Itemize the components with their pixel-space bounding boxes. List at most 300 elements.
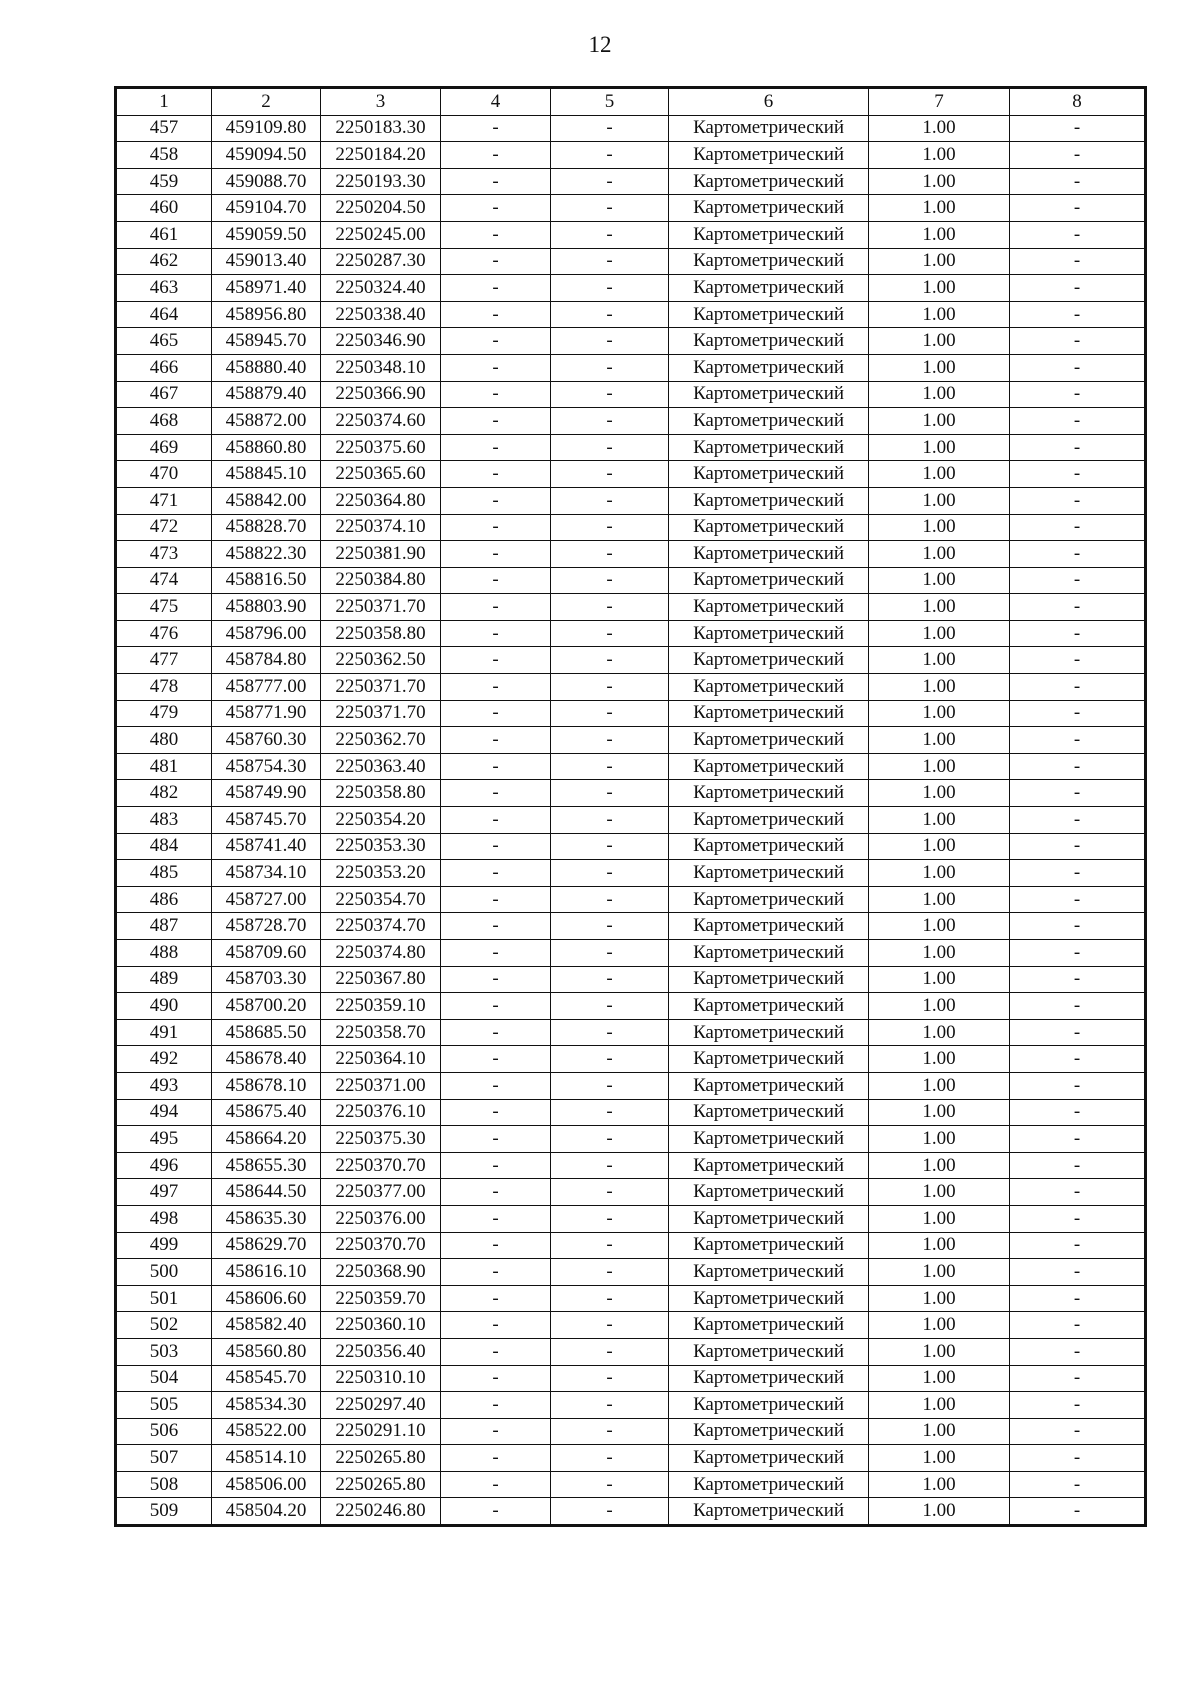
coordinates-table	[114, 86, 1147, 1527]
cell-y-coordinate: 2250377.00	[321, 1179, 441, 1206]
cell-col4-value: -	[441, 966, 551, 993]
cell-col5-value: -	[551, 115, 669, 142]
table-row	[116, 275, 1146, 302]
cell-x-coordinate: 458506.00	[212, 1471, 321, 1498]
cell-x-coordinate: 458709.60	[212, 940, 321, 967]
cell-col8-value: -	[1010, 913, 1146, 940]
cell-y-coordinate: 2250193.30	[321, 168, 441, 195]
cell-col5-value: -	[551, 221, 669, 248]
cell-col8-value: -	[1010, 594, 1146, 621]
cell-col8-value: -	[1010, 940, 1146, 967]
cell-col5-value: -	[551, 913, 669, 940]
cell-point-number: 485	[116, 860, 212, 887]
cell-method: Картометрический	[669, 1019, 869, 1046]
table-row	[116, 1365, 1146, 1392]
table-row	[116, 886, 1146, 913]
cell-method: Картометрический	[669, 1418, 869, 1445]
cell-col8-value: -	[1010, 1418, 1146, 1445]
cell-y-coordinate: 2250265.80	[321, 1471, 441, 1498]
cell-x-coordinate: 458803.90	[212, 594, 321, 621]
cell-col5-value: -	[551, 1259, 669, 1286]
cell-col5-value: -	[551, 541, 669, 568]
table-row	[116, 727, 1146, 754]
cell-col5-value: -	[551, 1285, 669, 1312]
cell-col8-value: -	[1010, 1445, 1146, 1472]
cell-method: Картометрический	[669, 514, 869, 541]
cell-col5-value: -	[551, 1019, 669, 1046]
cell-method: Картометрический	[669, 354, 869, 381]
cell-accuracy: 1.00	[869, 647, 1010, 674]
cell-accuracy: 1.00	[869, 1072, 1010, 1099]
table-row	[116, 487, 1146, 514]
cell-accuracy: 1.00	[869, 221, 1010, 248]
cell-y-coordinate: 2250374.60	[321, 408, 441, 435]
cell-x-coordinate: 458816.50	[212, 567, 321, 594]
cell-col8-value: -	[1010, 567, 1146, 594]
cell-point-number: 503	[116, 1338, 212, 1365]
cell-point-number: 468	[116, 408, 212, 435]
cell-accuracy: 1.00	[869, 168, 1010, 195]
cell-col8-value: -	[1010, 115, 1146, 142]
cell-x-coordinate: 459094.50	[212, 142, 321, 169]
cell-col4-value: -	[441, 434, 551, 461]
cell-point-number: 464	[116, 301, 212, 328]
cell-accuracy: 1.00	[869, 1099, 1010, 1126]
cell-y-coordinate: 2250363.40	[321, 753, 441, 780]
table-row	[116, 1338, 1146, 1365]
cell-x-coordinate: 458675.40	[212, 1099, 321, 1126]
cell-y-coordinate: 2250353.20	[321, 860, 441, 887]
cell-y-coordinate: 2250367.80	[321, 966, 441, 993]
cell-col5-value: -	[551, 567, 669, 594]
table-row	[116, 514, 1146, 541]
cell-method: Картометрический	[669, 780, 869, 807]
cell-col5-value: -	[551, 275, 669, 302]
cell-col8-value: -	[1010, 434, 1146, 461]
cell-accuracy: 1.00	[869, 1445, 1010, 1472]
cell-col4-value: -	[441, 700, 551, 727]
cell-point-number: 495	[116, 1126, 212, 1153]
cell-accuracy: 1.00	[869, 913, 1010, 940]
page-number: 12	[588, 32, 612, 57]
cell-col8-value: -	[1010, 993, 1146, 1020]
cell-col8-value: -	[1010, 700, 1146, 727]
table-row	[116, 1152, 1146, 1179]
cell-point-number: 490	[116, 993, 212, 1020]
cell-col4-value: -	[441, 142, 551, 169]
cell-col4-value: -	[441, 1205, 551, 1232]
cell-x-coordinate: 458635.30	[212, 1205, 321, 1232]
cell-accuracy: 1.00	[869, 1312, 1010, 1339]
cell-accuracy: 1.00	[869, 860, 1010, 887]
cell-col5-value: -	[551, 594, 669, 621]
cell-col8-value: -	[1010, 753, 1146, 780]
cell-y-coordinate: 2250358.80	[321, 620, 441, 647]
cell-method: Картометрический	[669, 940, 869, 967]
cell-col5-value: -	[551, 328, 669, 355]
cell-col4-value: -	[441, 1126, 551, 1153]
cell-accuracy: 1.00	[869, 674, 1010, 701]
cell-point-number: 501	[116, 1285, 212, 1312]
table-row	[116, 620, 1146, 647]
cell-y-coordinate: 2250366.90	[321, 381, 441, 408]
cell-y-coordinate: 2250358.70	[321, 1019, 441, 1046]
cell-method: Картометрический	[669, 115, 869, 142]
cell-point-number: 477	[116, 647, 212, 674]
cell-col5-value: -	[551, 142, 669, 169]
cell-method: Картометрический	[669, 1445, 869, 1472]
cell-point-number: 504	[116, 1365, 212, 1392]
cell-col5-value: -	[551, 1046, 669, 1073]
cell-accuracy: 1.00	[869, 1471, 1010, 1498]
cell-y-coordinate: 2250358.80	[321, 780, 441, 807]
table-row	[116, 1392, 1146, 1419]
cell-col4-value: -	[441, 275, 551, 302]
cell-method: Картометрический	[669, 1179, 869, 1206]
cell-y-coordinate: 2250360.10	[321, 1312, 441, 1339]
cell-col5-value: -	[551, 886, 669, 913]
cell-point-number: 471	[116, 487, 212, 514]
cell-method: Картометрический	[669, 1232, 869, 1259]
cell-y-coordinate: 2250370.70	[321, 1152, 441, 1179]
cell-accuracy: 1.00	[869, 1392, 1010, 1419]
cell-accuracy: 1.00	[869, 115, 1010, 142]
cell-col8-value: -	[1010, 1019, 1146, 1046]
cell-y-coordinate: 2250359.10	[321, 993, 441, 1020]
cell-x-coordinate: 458872.00	[212, 408, 321, 435]
cell-col5-value: -	[551, 1126, 669, 1153]
cell-col5-value: -	[551, 195, 669, 222]
cell-col4-value: -	[441, 1392, 551, 1419]
cell-method: Картометрический	[669, 860, 869, 887]
cell-col4-value: -	[441, 408, 551, 435]
cell-point-number: 491	[116, 1019, 212, 1046]
cell-col4-value: -	[441, 1259, 551, 1286]
cell-col4-value: -	[441, 168, 551, 195]
table-row	[116, 301, 1146, 328]
cell-col5-value: -	[551, 674, 669, 701]
table-row	[116, 1046, 1146, 1073]
table-row	[116, 1418, 1146, 1445]
cell-x-coordinate: 458784.80	[212, 647, 321, 674]
cell-x-coordinate: 458545.70	[212, 1365, 321, 1392]
cell-accuracy: 1.00	[869, 142, 1010, 169]
cell-col5-value: -	[551, 1498, 669, 1526]
cell-col8-value: -	[1010, 1498, 1146, 1526]
cell-col8-value: -	[1010, 1259, 1146, 1286]
cell-point-number: 505	[116, 1392, 212, 1419]
table-row	[116, 354, 1146, 381]
cell-method: Картометрический	[669, 647, 869, 674]
cell-point-number: 480	[116, 727, 212, 754]
cell-accuracy: 1.00	[869, 1019, 1010, 1046]
cell-accuracy: 1.00	[869, 354, 1010, 381]
cell-x-coordinate: 458606.60	[212, 1285, 321, 1312]
table-row	[116, 248, 1146, 275]
cell-x-coordinate: 458644.50	[212, 1179, 321, 1206]
cell-y-coordinate: 2250354.20	[321, 807, 441, 834]
cell-y-coordinate: 2250297.40	[321, 1392, 441, 1419]
cell-accuracy: 1.00	[869, 594, 1010, 621]
cell-accuracy: 1.00	[869, 1285, 1010, 1312]
cell-col8-value: -	[1010, 1205, 1146, 1232]
cell-col5-value: -	[551, 1365, 669, 1392]
header-row	[116, 88, 1146, 116]
cell-point-number: 461	[116, 221, 212, 248]
cell-point-number: 473	[116, 541, 212, 568]
cell-method: Картометрический	[669, 408, 869, 435]
cell-method: Картометрический	[669, 620, 869, 647]
table-row	[116, 195, 1146, 222]
cell-col4-value: -	[441, 514, 551, 541]
cell-y-coordinate: 2250375.30	[321, 1126, 441, 1153]
cell-point-number: 506	[116, 1418, 212, 1445]
cell-accuracy: 1.00	[869, 620, 1010, 647]
cell-col5-value: -	[551, 700, 669, 727]
cell-col8-value: -	[1010, 301, 1146, 328]
cell-col8-value: -	[1010, 833, 1146, 860]
cell-method: Картометрический	[669, 142, 869, 169]
table-row	[116, 461, 1146, 488]
cell-x-coordinate: 458745.70	[212, 807, 321, 834]
cell-col5-value: -	[551, 1445, 669, 1472]
cell-y-coordinate: 2250371.70	[321, 594, 441, 621]
cell-point-number: 484	[116, 833, 212, 860]
cell-method: Картометрический	[669, 727, 869, 754]
cell-x-coordinate: 458616.10	[212, 1259, 321, 1286]
table-row	[116, 1312, 1146, 1339]
cell-x-coordinate: 458879.40	[212, 381, 321, 408]
cell-x-coordinate: 458703.30	[212, 966, 321, 993]
table-row	[116, 860, 1146, 887]
cell-col5-value: -	[551, 408, 669, 435]
table-row	[116, 1072, 1146, 1099]
cell-x-coordinate: 458560.80	[212, 1338, 321, 1365]
cell-method: Картометрический	[669, 1072, 869, 1099]
cell-x-coordinate: 459059.50	[212, 221, 321, 248]
cell-method: Картометрический	[669, 301, 869, 328]
cell-accuracy: 1.00	[869, 727, 1010, 754]
cell-y-coordinate: 2250365.60	[321, 461, 441, 488]
cell-y-coordinate: 2250381.90	[321, 541, 441, 568]
cell-x-coordinate: 458629.70	[212, 1232, 321, 1259]
cell-x-coordinate: 458771.90	[212, 700, 321, 727]
cell-point-number: 494	[116, 1099, 212, 1126]
cell-col5-value: -	[551, 1418, 669, 1445]
table-row	[116, 567, 1146, 594]
cell-method: Картометрический	[669, 807, 869, 834]
cell-col4-value: -	[441, 1418, 551, 1445]
cell-method: Картометрический	[669, 674, 869, 701]
cell-col5-value: -	[551, 966, 669, 993]
cell-col5-value: -	[551, 1205, 669, 1232]
table-row	[116, 753, 1146, 780]
cell-col5-value: -	[551, 461, 669, 488]
cell-accuracy: 1.00	[869, 700, 1010, 727]
cell-accuracy: 1.00	[869, 1152, 1010, 1179]
cell-accuracy: 1.00	[869, 1498, 1010, 1526]
cell-col4-value: -	[441, 1232, 551, 1259]
cell-y-coordinate: 2250310.10	[321, 1365, 441, 1392]
cell-col8-value: -	[1010, 727, 1146, 754]
column-header-7: 7	[869, 88, 1010, 116]
cell-col8-value: -	[1010, 1285, 1146, 1312]
cell-x-coordinate: 458860.80	[212, 434, 321, 461]
cell-y-coordinate: 2250183.30	[321, 115, 441, 142]
cell-col4-value: -	[441, 1285, 551, 1312]
cell-y-coordinate: 2250374.10	[321, 514, 441, 541]
cell-method: Картометрический	[669, 328, 869, 355]
cell-y-coordinate: 2250346.90	[321, 328, 441, 355]
cell-method: Картометрический	[669, 1285, 869, 1312]
cell-col8-value: -	[1010, 647, 1146, 674]
cell-y-coordinate: 2250362.50	[321, 647, 441, 674]
cell-col8-value: -	[1010, 966, 1146, 993]
cell-accuracy: 1.00	[869, 461, 1010, 488]
cell-x-coordinate: 458749.90	[212, 780, 321, 807]
cell-col4-value: -	[441, 940, 551, 967]
cell-x-coordinate: 458504.20	[212, 1498, 321, 1526]
table-row	[116, 221, 1146, 248]
cell-col4-value: -	[441, 195, 551, 222]
cell-y-coordinate: 2250356.40	[321, 1338, 441, 1365]
cell-point-number: 463	[116, 275, 212, 302]
column-header-3: 3	[321, 88, 441, 116]
table-row	[116, 833, 1146, 860]
table-row	[116, 674, 1146, 701]
cell-point-number: 483	[116, 807, 212, 834]
cell-y-coordinate: 2250338.40	[321, 301, 441, 328]
cell-accuracy: 1.00	[869, 1046, 1010, 1073]
cell-col5-value: -	[551, 860, 669, 887]
cell-col4-value: -	[441, 487, 551, 514]
cell-col8-value: -	[1010, 1312, 1146, 1339]
cell-accuracy: 1.00	[869, 833, 1010, 860]
cell-y-coordinate: 2250184.20	[321, 142, 441, 169]
cell-point-number: 470	[116, 461, 212, 488]
cell-accuracy: 1.00	[869, 408, 1010, 435]
table-row	[116, 1099, 1146, 1126]
table-row	[116, 115, 1146, 142]
cell-point-number: 508	[116, 1471, 212, 1498]
cell-col5-value: -	[551, 780, 669, 807]
cell-method: Картометрический	[669, 1126, 869, 1153]
cell-x-coordinate: 458678.10	[212, 1072, 321, 1099]
cell-y-coordinate: 2250368.90	[321, 1259, 441, 1286]
cell-y-coordinate: 2250245.00	[321, 221, 441, 248]
cell-point-number: 493	[116, 1072, 212, 1099]
cell-y-coordinate: 2250204.50	[321, 195, 441, 222]
cell-point-number: 475	[116, 594, 212, 621]
cell-point-number: 507	[116, 1445, 212, 1472]
cell-y-coordinate: 2250354.70	[321, 886, 441, 913]
cell-method: Картометрический	[669, 461, 869, 488]
cell-y-coordinate: 2250348.10	[321, 354, 441, 381]
cell-point-number: 469	[116, 434, 212, 461]
cell-y-coordinate: 2250362.70	[321, 727, 441, 754]
cell-col8-value: -	[1010, 195, 1146, 222]
cell-col8-value: -	[1010, 248, 1146, 275]
table-row	[116, 1259, 1146, 1286]
cell-x-coordinate: 458822.30	[212, 541, 321, 568]
cell-x-coordinate: 458741.40	[212, 833, 321, 860]
table-row	[116, 541, 1146, 568]
cell-col5-value: -	[551, 807, 669, 834]
cell-point-number: 457	[116, 115, 212, 142]
cell-col5-value: -	[551, 1338, 669, 1365]
cell-col8-value: -	[1010, 1046, 1146, 1073]
cell-point-number: 509	[116, 1498, 212, 1526]
cell-accuracy: 1.00	[869, 328, 1010, 355]
cell-point-number: 500	[116, 1259, 212, 1286]
cell-col8-value: -	[1010, 1365, 1146, 1392]
table-row	[116, 168, 1146, 195]
cell-x-coordinate: 458971.40	[212, 275, 321, 302]
cell-col8-value: -	[1010, 620, 1146, 647]
table-row	[116, 594, 1146, 621]
cell-x-coordinate: 459109.80	[212, 115, 321, 142]
cell-y-coordinate: 2250359.70	[321, 1285, 441, 1312]
cell-x-coordinate: 458727.00	[212, 886, 321, 913]
cell-col8-value: -	[1010, 674, 1146, 701]
cell-x-coordinate: 458845.10	[212, 461, 321, 488]
cell-col8-value: -	[1010, 1099, 1146, 1126]
cell-col5-value: -	[551, 514, 669, 541]
column-header-2: 2	[212, 88, 321, 116]
table-row	[116, 434, 1146, 461]
cell-col4-value: -	[441, 567, 551, 594]
cell-y-coordinate: 2250353.30	[321, 833, 441, 860]
cell-col5-value: -	[551, 1072, 669, 1099]
cell-x-coordinate: 458582.40	[212, 1312, 321, 1339]
cell-point-number: 465	[116, 328, 212, 355]
cell-col8-value: -	[1010, 886, 1146, 913]
cell-col5-value: -	[551, 248, 669, 275]
table-row	[116, 1019, 1146, 1046]
cell-point-number: 481	[116, 753, 212, 780]
table-row	[116, 940, 1146, 967]
cell-point-number: 459	[116, 168, 212, 195]
cell-accuracy: 1.00	[869, 1259, 1010, 1286]
cell-x-coordinate: 458760.30	[212, 727, 321, 754]
cell-x-coordinate: 458685.50	[212, 1019, 321, 1046]
cell-col5-value: -	[551, 1179, 669, 1206]
cell-col4-value: -	[441, 993, 551, 1020]
cell-y-coordinate: 2250371.00	[321, 1072, 441, 1099]
cell-point-number: 467	[116, 381, 212, 408]
cell-col5-value: -	[551, 620, 669, 647]
cell-accuracy: 1.00	[869, 780, 1010, 807]
cell-col5-value: -	[551, 1152, 669, 1179]
cell-point-number: 479	[116, 700, 212, 727]
cell-method: Картометрический	[669, 700, 869, 727]
cell-x-coordinate: 458956.80	[212, 301, 321, 328]
cell-point-number: 488	[116, 940, 212, 967]
cell-point-number: 487	[116, 913, 212, 940]
cell-col4-value: -	[441, 221, 551, 248]
table-row	[116, 328, 1146, 355]
cell-accuracy: 1.00	[869, 1179, 1010, 1206]
cell-col5-value: -	[551, 1392, 669, 1419]
table-row	[116, 700, 1146, 727]
cell-col5-value: -	[551, 727, 669, 754]
cell-x-coordinate: 458754.30	[212, 753, 321, 780]
cell-col4-value: -	[441, 461, 551, 488]
cell-point-number: 502	[116, 1312, 212, 1339]
cell-y-coordinate: 2250324.40	[321, 275, 441, 302]
cell-point-number: 474	[116, 567, 212, 594]
cell-point-number: 492	[116, 1046, 212, 1073]
